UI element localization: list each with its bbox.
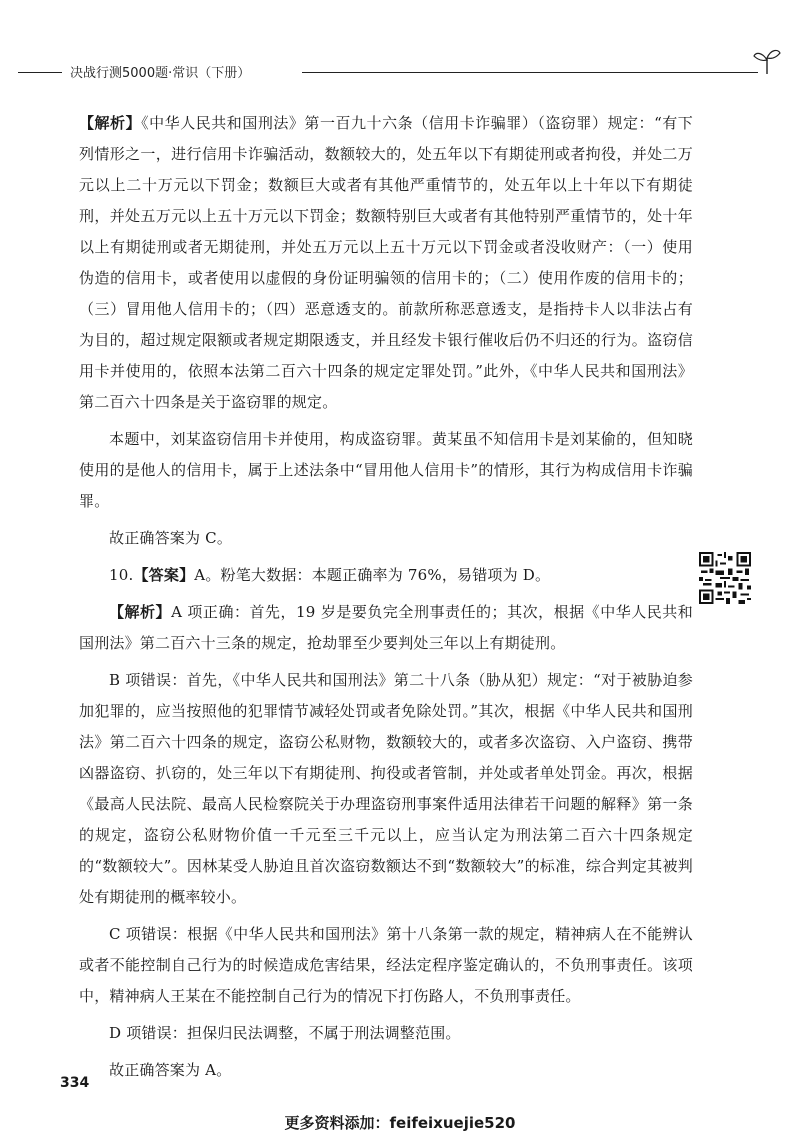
running-header: [18, 60, 782, 84]
header-rule-right: [302, 72, 758, 73]
header-rule-left: [18, 72, 62, 73]
answer-tag: 【答案】: [133, 566, 195, 584]
question-number: 10.: [109, 566, 134, 584]
footer-note: 更多资料添加：feifeixuejie520: [284, 1114, 516, 1132]
analysis-tag: 【解析】: [109, 603, 172, 621]
case-analysis-paragraph: 本题中，刘某盗窃信用卡并使用，构成盗窃罪。黄某虽不知信用卡是刘某偷的，但知晓使用的是他人的信用卡，属于上述法条中“冒用他人信用卡”的情形，其行为构成信用卡诈骗罪。: [79, 430, 693, 510]
page-number: 334: [60, 1075, 90, 1091]
option-d-explanation: D 项错误：担保归民法调整，不属于刑法调整范围。: [109, 1024, 461, 1042]
analysis-text: 《中华人民共和国刑法》第一百九十六条（信用卡诈骗罪）（盗窃罪）规定：“有下列情形之一，进行信用卡诈骗活动，数额较大的，处五年以下有期徒刑或者拘役，并处二万元以上二十万元以下罚金；数额巨大或者有其他严重情节的，处五年以上十年以下有期徒刑，并处五万元以上五十万元以下罚金；数额特别巨大或者有其他特别严重情节的，处十年以上有期徒刑或者无期徒刑，并处五万元以上五十万元以下罚金或者没收财产：（一）使用伪造的信用卡，或者使用以虚假的身份证明骗领的信用卡的；（二）使用作废的信用卡的；（三）冒用他人信用卡的；（四）恶意透支的。前款所称恶意透支，是指持卡人以非法占有为目的，超过规定限额或者规定期限透支，并且经发卡银行催收后仍不归还的行为。盗窃信用卡并使用的，依照本法第二百六十四条的规定定罪处罚。”此外，《中华人民共和国刑法》第二百六十四条是关于盗窃罪的规定。: [79, 114, 693, 411]
book-title: 决战行测5000题·常识（下册）: [70, 66, 251, 81]
analysis-paragraph-10: [79, 597, 693, 659]
answer-text: A。粉笔大数据：本题正确率为 76%，易错项为 D。: [194, 566, 551, 584]
answer-conclusion-10: 故正确答案为 A。: [109, 1061, 232, 1079]
analysis-paragraph-9: [79, 108, 693, 418]
answer-explanation: [79, 108, 693, 1086]
sprout-icon: [752, 46, 782, 76]
option-b-explanation: B 项错误：首先，《中华人民共和国刑法》第二十八条（胁从犯）规定：“对于被胁迫参加犯罪的，应当按照他的犯罪情节减轻处罚或者免除处罚。”其次，根据《中华人民共和国刑法》第二百六十四条的规定，盗窃公私财物，数额较大的，或者多次盗窃、入户盗窃、携带凶器盗窃、扒窃的，处三年以下有期徒刑、拘役或者管制，并处或者单处罚金。再次，根据《最高人民法院、最高人民检察院关于办理盗窃刑事案件适用法律若干问题的解释》第一条的规定，盗窃公私财物价值一千元至三千元以上，应当认定为刑法第二百六十四条规定的“数额较大”。因林某受人胁迫且首次盗窃数额达不到“数额较大”的标准，综合判定其被判处有期徒刑的概率较小。: [79, 671, 693, 906]
analysis-tag: 【解析】: [79, 114, 142, 132]
answer-conclusion-9: 故正确答案为 C。: [109, 529, 233, 547]
option-c-explanation: C 项错误：根据《中华人民共和国刑法》第十八条第一款的规定，精神病人在不能辨认或者不能控制自己行为的时候造成危害结果，经法定程序鉴定确认的，不负刑事责任。该项中，精神病人王某在不能控制自己行为的情况下打伤路人，不负刑事责任。: [79, 925, 693, 1005]
qr-code: [699, 552, 751, 604]
answer-line-10: [79, 560, 693, 591]
option-a-explanation: A 项正确：首先，19 岁是要负完全刑事责任的；其次，根据《中华人民共和国刑法》第二百六十三条的规定，抢劫罪至少要判处三年以上有期徒刑。: [79, 603, 693, 652]
